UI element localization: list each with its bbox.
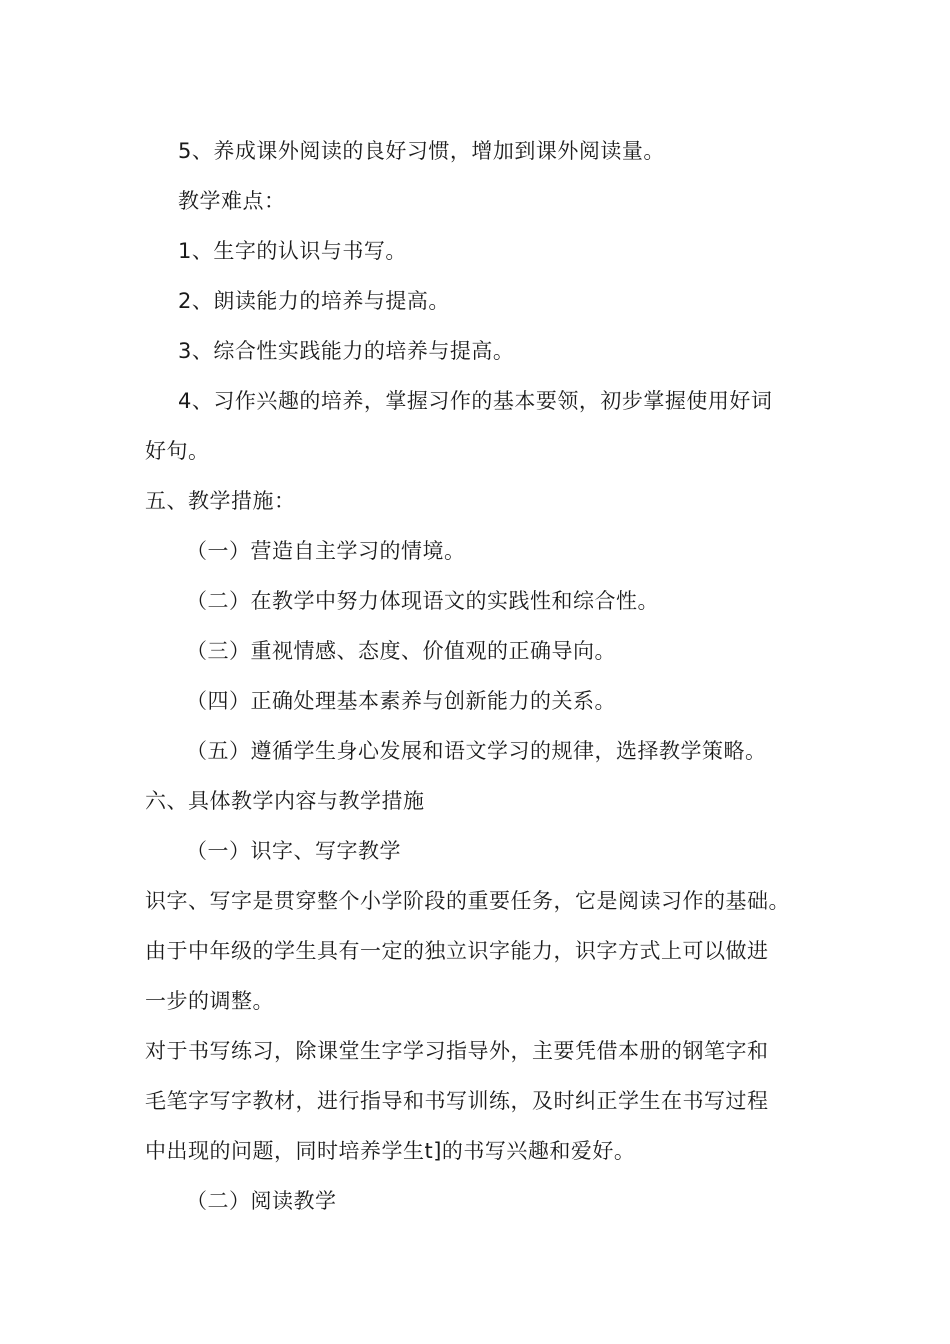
- subsection-heading: （一）识字、写字教学: [186, 839, 401, 863]
- paragraph-line: 1、生字的认识与书写。: [178, 239, 407, 263]
- section-heading: 六、具体教学内容与教学措施: [145, 789, 425, 813]
- section-heading: 五、教学措施：: [145, 489, 296, 513]
- paragraph-line: （三）重视情感、态度、价值观的正确导向。: [186, 639, 616, 663]
- section-heading: 教学难点：: [178, 189, 286, 213]
- paragraph-line: 3、综合性实践能力的培养与提高。: [178, 339, 515, 363]
- paragraph-line: 5、养成课外阅读的良好习惯，增加到课外阅读量。: [178, 139, 665, 163]
- paragraph-line: 好句。: [145, 439, 210, 463]
- paragraph-line: 识字、写字是贯穿整个小学阶段的重要任务，它是阅读习作的基础。: [145, 889, 790, 913]
- paragraph-line: 2、朗读能力的培养与提高。: [178, 289, 450, 313]
- paragraph-line: 4、习作兴趣的培养，掌握习作的基本要领，初步掌握使用好词: [178, 389, 773, 413]
- paragraph-line: （五）遵循学生身心发展和语文学习的规律，选择教学策略。: [186, 739, 767, 763]
- paragraph-line: 对于书写练习，除课堂生字学习指导外，主要凭借本册的钢笔字和: [145, 1039, 769, 1063]
- paragraph-line: 由于中年级的学生具有一定的独立识字能力，识字方式上可以做进: [145, 939, 769, 963]
- paragraph-line: 毛笔字写字教材，进行指导和书写训练，及时纠正学生在书写过程: [145, 1089, 769, 1113]
- paragraph-line: （四）正确处理基本素养与创新能力的关系。: [186, 689, 616, 713]
- subsection-heading: （二）阅读教学: [186, 1189, 337, 1213]
- paragraph-line: 一步的调整。: [145, 989, 274, 1013]
- paragraph-line: （一）营造自主学习的情境。: [186, 539, 466, 563]
- paragraph-line: （二）在教学中努力体现语文的实践性和综合性。: [186, 589, 659, 613]
- paragraph-line: 中出现的问题，同时培养学生t]的书写兴趣和爱好。: [145, 1139, 636, 1163]
